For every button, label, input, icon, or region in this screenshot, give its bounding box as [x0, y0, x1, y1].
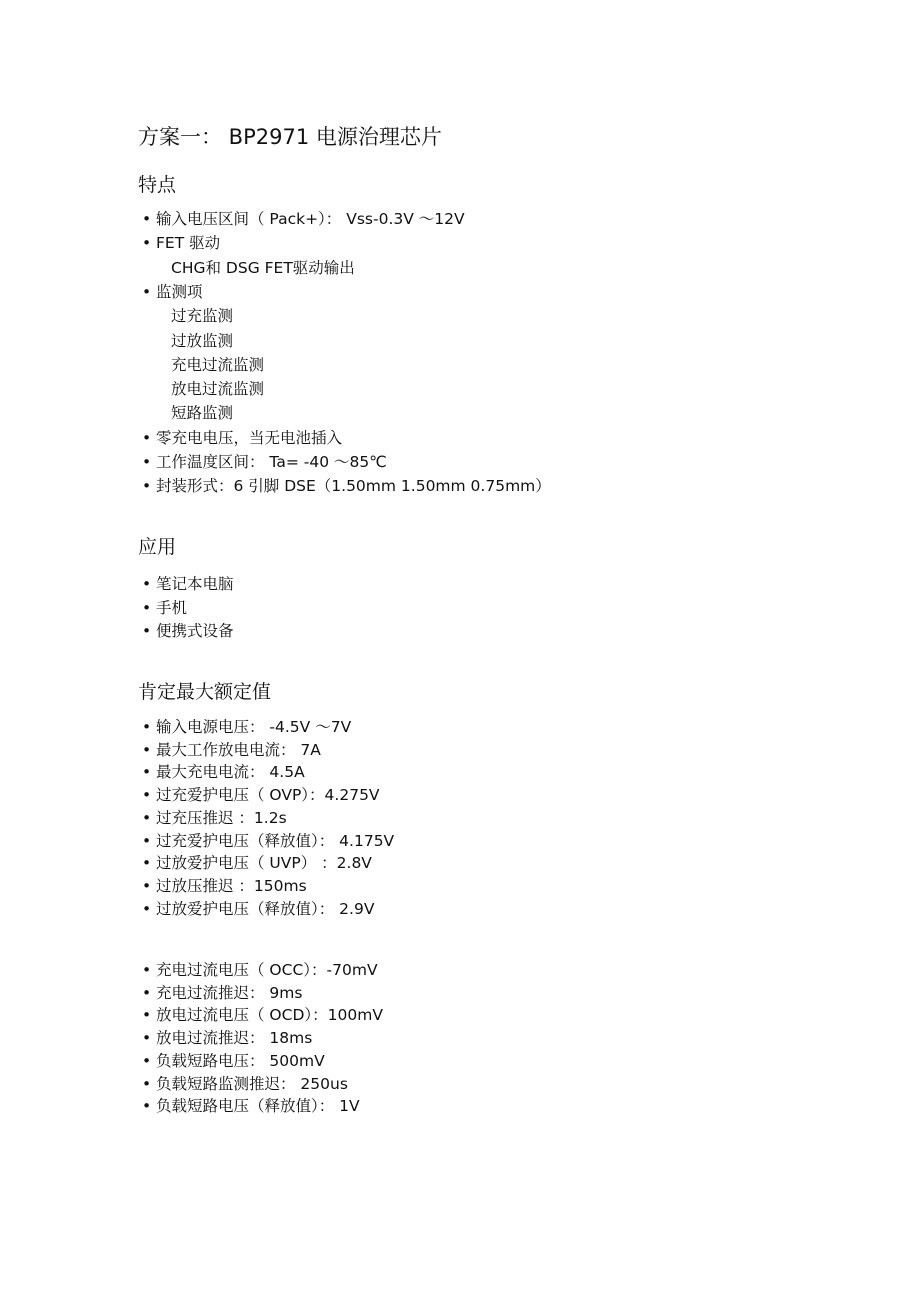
list-item-text: 负载短路电压： 500mV: [156, 1051, 325, 1070]
list-item-text: 放电过流监测: [171, 380, 265, 399]
bullet-icon: •: [142, 575, 152, 593]
bullet-icon: •: [142, 718, 152, 736]
list-item-text: 笔记本电脑: [156, 575, 234, 593]
list-item: [142, 830, 394, 852]
list-item: [142, 232, 220, 254]
bullet-icon: •: [142, 282, 152, 301]
bullet-icon: •: [142, 808, 152, 827]
list-item-text: 过充爱护电压（释放值）： 4.175V: [156, 831, 395, 850]
list-item-text: 放电过流推迟： 18ms: [156, 1029, 313, 1048]
ratings-heading: 肯定最大额定值: [138, 681, 272, 703]
bullet-icon: •: [142, 477, 152, 496]
list-item: [171, 257, 355, 279]
list-item-text: 充电过流电压（ OCC）：-70mV: [156, 961, 378, 979]
list-item-text: 过放压推迟 ：150ms: [156, 876, 307, 895]
list-item: [142, 1050, 325, 1072]
features-heading: 特点: [138, 174, 177, 196]
list-item: [142, 807, 287, 829]
list-item: [142, 959, 378, 981]
bullet-icon: •: [142, 899, 152, 918]
list-item-text: FET 驱动: [156, 234, 221, 253]
list-item: [142, 281, 203, 303]
list-item: [142, 739, 321, 761]
list-item-text: 手机: [156, 598, 188, 617]
document-title: 方案一： BP2971 电源治理芯片: [138, 125, 442, 149]
list-item: [171, 354, 264, 376]
bullet-icon: •: [142, 1006, 152, 1025]
bullet-icon: •: [142, 1097, 152, 1116]
list-item: [142, 451, 387, 473]
list-item: [142, 573, 234, 595]
list-item: [142, 784, 380, 806]
list-item-text: 过充压推迟 ：1.2s: [156, 808, 287, 827]
list-item-text: 过充爱护电压（ OVP）：4.275V: [156, 786, 380, 805]
list-item: [142, 761, 305, 783]
bullet-icon: •: [142, 622, 152, 640]
list-item-text: 放电过流电压（ OCD）：100mV: [156, 1006, 383, 1025]
bullet-icon: •: [142, 1051, 152, 1070]
list-item: [142, 875, 307, 897]
list-item-text: 最大充电电流： 4.5A: [156, 763, 305, 782]
list-item-text: 过放爱护电压（释放值）： 2.9V: [156, 899, 375, 918]
applications-heading: 应用: [138, 536, 177, 558]
list-item-text: 封装形式：6 引脚 DSE（1.50mm 1.50mm 0.75mm）: [156, 477, 551, 496]
bullet-icon: •: [142, 876, 152, 895]
list-item: [142, 1027, 312, 1049]
bullet-icon: •: [142, 234, 152, 253]
list-item-text: 监测项: [156, 282, 203, 301]
bullet-icon: •: [142, 1074, 152, 1093]
bullet-icon: •: [142, 961, 152, 979]
list-item-text: 工作温度区间： Ta= -40 ～85℃: [156, 453, 387, 471]
list-item-text: 便携式设备: [156, 622, 234, 640]
list-item: [142, 427, 342, 449]
bullet-icon: •: [142, 831, 152, 850]
bullet-icon: •: [142, 763, 152, 782]
list-item-text: 最大工作放电电流： 7A: [156, 740, 321, 759]
list-item-text: 充电过流推迟： 9ms: [156, 983, 303, 1002]
bullet-icon: •: [142, 1029, 152, 1048]
list-item: [142, 898, 374, 920]
list-item-text: 输入电压区间（ Pack+）： Vss-0.3V ～12V: [156, 210, 465, 228]
list-item-text: 零充电电压，当无电池插入: [156, 428, 343, 447]
list-item-text: 过充监测: [171, 307, 234, 326]
list-item: [171, 378, 264, 400]
list-item: [142, 208, 465, 230]
list-item: [171, 330, 233, 352]
list-item: [171, 402, 233, 424]
bullet-icon: •: [142, 453, 152, 471]
list-item: [142, 1004, 383, 1026]
list-item: [142, 475, 551, 497]
bullet-icon: •: [142, 210, 152, 228]
list-item: [142, 716, 351, 738]
list-item: [142, 620, 234, 642]
list-item-text: 短路监测: [171, 404, 234, 423]
bullet-icon: •: [142, 854, 152, 873]
list-item: [142, 982, 302, 1004]
list-item: [142, 597, 187, 619]
bullet-icon: •: [142, 598, 152, 617]
list-item: [171, 305, 233, 327]
list-item: [142, 1073, 348, 1095]
bullet-icon: •: [142, 428, 152, 447]
list-item-text: 过放监测: [171, 331, 234, 350]
list-item-text: 负载短路电压（释放值）： 1V: [156, 1097, 360, 1116]
list-item-text: 负载短路监测推迟： 250us: [156, 1074, 348, 1093]
list-item: [142, 1095, 360, 1117]
bullet-icon: •: [142, 983, 152, 1002]
list-item-text: 输入电源电压： -4.5V ～7V: [156, 718, 352, 736]
bullet-icon: •: [142, 740, 152, 759]
bullet-icon: •: [142, 786, 152, 805]
list-item-text: 过放爱护电压（ UVP） ：2.8V: [156, 854, 372, 873]
list-item-text: 充电过流监测: [171, 355, 265, 374]
list-item-text: CHG和 DSG FET驱动输出: [171, 258, 355, 277]
list-item: [142, 852, 372, 874]
